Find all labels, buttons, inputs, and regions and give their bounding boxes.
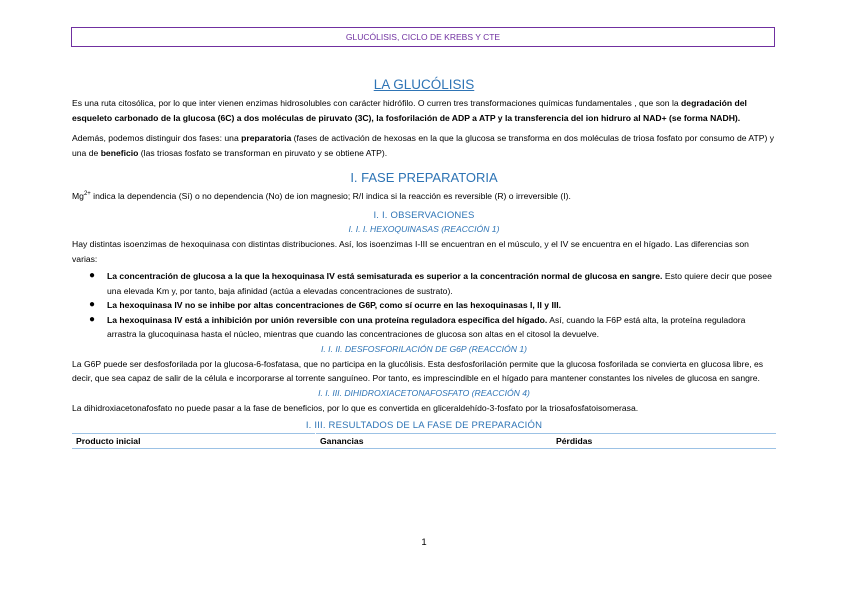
subheading-hexoquinasas: I. I. I. HEXOQUINASAS (REACCIÓN 1)	[348, 224, 500, 235]
mg-symbol: Mg	[72, 190, 84, 201]
list-item-text: Esto quiere decir que posee una elevada Km y, por tanto, baja afinidad (actúa a elevadas concentraciones de sustrato).	[107, 271, 772, 296]
bullet-icon: ●	[89, 299, 96, 311]
list-item-bold: La hexoquinasa IV está a inhibición por unión reversible con una proteína reguladora específica del hígado.	[107, 314, 548, 325]
section-heading-fase-preparatoria: I. FASE PREPARATORIA	[350, 170, 498, 185]
bullet-icon: ●	[89, 313, 96, 325]
mg-note-text: indica la dependencia (Sí) o no dependencia (No) de ion magnesio; R/I indica si la reacción es reversible (R) o irreversible (I).	[90, 190, 571, 201]
list-item	[89, 298, 776, 313]
subheading-resultados: I. III. RESULTADOS DE LA FASE DE PREPARACIÓN	[305, 420, 543, 432]
subheading-desfosforilacion: I. I. II. DESFOSFORILACIÓN DE G6P (REACCIÓN 1)	[321, 343, 527, 354]
main-title: LA GLUCÓLISIS	[373, 77, 475, 92]
table-header-row	[72, 434, 776, 449]
table-header-producto: Producto inicial	[72, 434, 316, 449]
table-header-ganancias: Ganancias	[316, 434, 553, 449]
bullet-icon: ●	[89, 270, 96, 282]
list-item-bold: La concentración de glucosa a la que la hexoquinasa IV está semisaturada es superior a la concentración normal de glucosa en sangre.	[107, 271, 663, 282]
list-item	[89, 313, 776, 342]
intro-p2-bold-beneficio: beneficio	[100, 147, 139, 158]
magnesium-note	[72, 187, 776, 203]
page-number: 1	[421, 537, 427, 548]
dhap-paragraph: La dihidroxiacetonafosfato no puede pasar a la fase de beneficios, por lo que es convertida en gliceraldehído-3-fosfato por la triosafosfatoisomerasa.	[72, 402, 639, 413]
differences-list	[72, 269, 776, 342]
list-item-bold: La hexoquinasa IV no se inhibe por altas concentraciones de G6P, como sí ocurre en las hexoquinasas I, II y III.	[107, 300, 562, 311]
list-item	[89, 269, 776, 298]
g6p-paragraph: La G6P puede ser desfosforilada por la glucosa-6-fosfatasa, que no participa en la glucólisis. Esta desfosforilación permite que la glucosa fosforilada se convierta en glucosa libre, es decir, que sea capaz de salir de la célula e incorporarse al torrente sanguíneo. Por tanto, es imprescindible en el hígado para mantener constantes los niveles de glucosa en sangre.	[72, 358, 764, 384]
subheading-dihidroxiacetonafosfato: I. I. III. DIHIDROXIACETONAFOSFATO (REACCIÓN 4)	[318, 387, 530, 398]
intro-p2-text-e: (las triosas fosfato se transforman en piruvato y se obtiene ATP).	[138, 147, 388, 158]
list-item-text: Así, cuando la F6P está alta, la proteína reguladora arrastra la glucoquinasa hasta el núcleo, mientras que cuando las concentraciones de glucosa son altas en el citosol la devuelve.	[107, 314, 746, 340]
intro-p2-text-c: (fases de activación de hexosas en la que la glucosa se transforma en dos moléculas de triosa fosfato por consumo de ATP) y una de	[72, 133, 775, 158]
header-title: GLUCÓLISIS, CICLO DE KREBS Y CTE	[345, 32, 501, 42]
intro-p1-bold: degradación del esqueleto carbonado de la glucosa (6C) a dos moléculas de piruvato (3C), la fosforilación de ADP a ATP y la transferencia del ion hidruro al NAD+ (se forma NADH).	[72, 98, 747, 123]
subheading-observaciones: I. I. OBSERVACIONES	[373, 210, 475, 222]
running-header	[71, 27, 775, 47]
intro-paragraph-1	[72, 96, 776, 125]
table-header-perdidas: Pérdidas	[552, 434, 776, 449]
intro-p1-text: Es una ruta citosólica, por lo que inter vienen enzimas hidrosolubles con carácter hidrófilo. O curren tres transformaciones químicas fundamentales , que son la	[72, 98, 682, 108]
hexoquinasa-paragraph: Hay distintas isoenzimas de hexoquinasa con distintas distribuciones. Así, los isoenzimas I-III se encuentran en el músculo, y el IV se encuentra en el hígado. Las diferencias son varias:	[72, 239, 749, 264]
intro-p2-text-a: Además, podemos distinguir dos fases: una	[72, 133, 242, 143]
mg-superscript: 2+	[83, 191, 91, 197]
results-table	[72, 433, 776, 449]
intro-p2-bold-preparatoria: preparatoria	[241, 133, 292, 143]
intro-paragraph-2	[72, 131, 776, 160]
document-body	[72, 76, 776, 449]
